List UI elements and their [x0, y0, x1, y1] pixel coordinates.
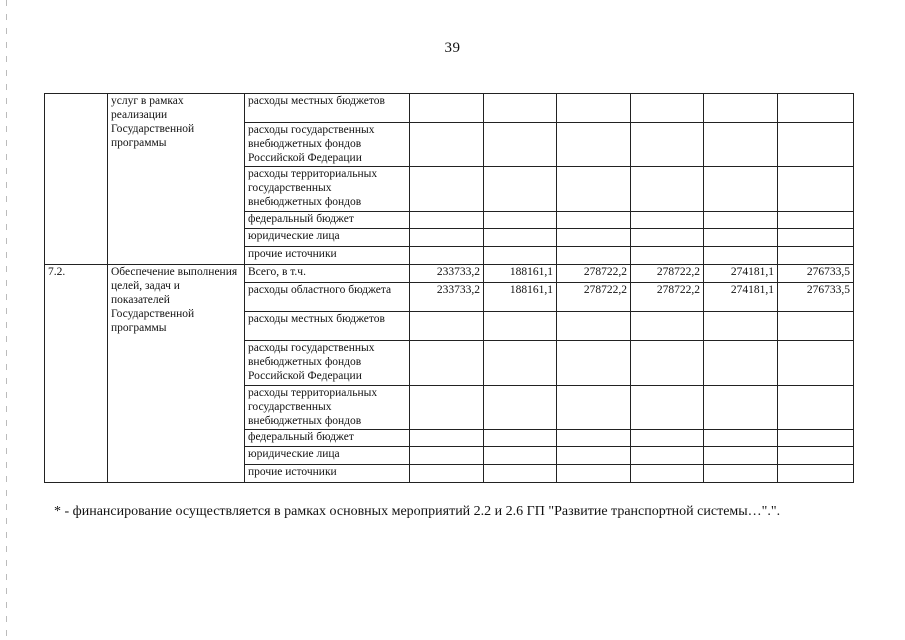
amount-cell [557, 341, 631, 386]
funding-source: Всего, в т.ч. [245, 265, 410, 283]
amount-cell [631, 447, 704, 465]
funding-source: расходы территориальных государственных внебюджетных фондов [245, 386, 410, 430]
amount-cell [410, 386, 484, 430]
funding-table [44, 93, 854, 483]
item-number [45, 94, 108, 265]
amount-cell [484, 312, 557, 341]
amount-cell: 274181,1 [704, 265, 778, 283]
funding-source: расходы территориальных государственных внебюджетных фондов [245, 167, 410, 212]
amount-cell [484, 247, 557, 265]
amount-cell [484, 167, 557, 212]
amount-cell [704, 123, 778, 167]
amount-cell [410, 247, 484, 265]
funding-source: расходы областного бюджета [245, 283, 410, 312]
amount-cell [778, 123, 854, 167]
amount-cell [778, 94, 854, 123]
amount-cell [557, 312, 631, 341]
amount-cell [631, 229, 704, 247]
funding-source: юридические лица [245, 447, 410, 465]
amount-cell [410, 447, 484, 465]
amount-cell [410, 312, 484, 341]
amount-cell [631, 430, 704, 447]
funding-source: федеральный бюджет [245, 430, 410, 447]
funding-source: прочие источники [245, 247, 410, 265]
amount-cell [704, 94, 778, 123]
funding-source: юридические лица [245, 229, 410, 247]
amount-cell [484, 229, 557, 247]
amount-cell [631, 123, 704, 167]
amount-cell: 274181,1 [704, 283, 778, 312]
funding-source: расходы государственных внебюджетных фондов Российской Федерации [245, 123, 410, 167]
amount-cell [410, 167, 484, 212]
amount-cell [778, 229, 854, 247]
amount-cell [631, 247, 704, 265]
amount-cell [484, 123, 557, 167]
amount-cell [631, 312, 704, 341]
amount-cell [410, 94, 484, 123]
amount-cell [704, 386, 778, 430]
amount-cell [557, 430, 631, 447]
amount-cell [704, 212, 778, 229]
page-number: 39 [444, 40, 461, 56]
funding-source: прочие источники [245, 465, 410, 483]
funding-source: федеральный бюджет [245, 212, 410, 229]
amount-cell: 278722,2 [631, 283, 704, 312]
amount-cell [484, 465, 557, 483]
amount-cell [631, 212, 704, 229]
amount-cell [704, 447, 778, 465]
amount-cell: 278722,2 [557, 283, 631, 312]
amount-cell [484, 430, 557, 447]
funding-source: расходы местных бюджетов [245, 312, 410, 341]
amount-cell [704, 312, 778, 341]
amount-cell [778, 341, 854, 386]
amount-cell: 233733,2 [410, 265, 484, 283]
amount-cell [557, 229, 631, 247]
amount-cell [410, 123, 484, 167]
table-body [45, 94, 854, 483]
amount-cell [410, 229, 484, 247]
amount-cell [778, 167, 854, 212]
amount-cell [778, 386, 854, 430]
amount-cell [704, 430, 778, 447]
amount-cell: 233733,2 [410, 283, 484, 312]
amount-cell [410, 430, 484, 447]
amount-cell [778, 430, 854, 447]
amount-cell: 278722,2 [557, 265, 631, 283]
amount-cell: 276733,5 [778, 265, 854, 283]
amount-cell [484, 94, 557, 123]
funding-source: расходы государственных внебюджетных фондов Российской Федерации [245, 341, 410, 386]
amount-cell [557, 123, 631, 167]
amount-cell [631, 167, 704, 212]
table-row [45, 94, 854, 123]
amount-cell [631, 94, 704, 123]
amount-cell: 188161,1 [484, 265, 557, 283]
amount-cell [778, 447, 854, 465]
amount-cell [410, 465, 484, 483]
amount-cell [484, 341, 557, 386]
item-name: услуг в рамках реализации Государственной программы [108, 94, 245, 265]
amount-cell [631, 341, 704, 386]
amount-cell [557, 94, 631, 123]
amount-cell [557, 167, 631, 212]
amount-cell [778, 212, 854, 229]
amount-cell: 276733,5 [778, 283, 854, 312]
amount-cell: 188161,1 [484, 283, 557, 312]
funding-source: расходы местных бюджетов [245, 94, 410, 123]
amount-cell [778, 312, 854, 341]
amount-cell [557, 247, 631, 265]
amount-cell [778, 247, 854, 265]
item-name: Обеспечение выполнения целей, задач и показателей Государственной программы [108, 265, 245, 483]
amount-cell: 278722,2 [631, 265, 704, 283]
amount-cell [484, 212, 557, 229]
amount-cell [557, 212, 631, 229]
item-number: 7.2. [45, 265, 108, 483]
amount-cell [484, 447, 557, 465]
amount-cell [704, 229, 778, 247]
amount-cell [631, 386, 704, 430]
amount-cell [704, 465, 778, 483]
amount-cell [704, 247, 778, 265]
amount-cell [557, 447, 631, 465]
amount-cell [557, 386, 631, 430]
amount-cell [631, 465, 704, 483]
scan-edge [6, 0, 7, 640]
footnote: * - финансирование осуществляется в рамках основных мероприятий 2.2 и 2.6 ГП "Развитие транспортной системы…".". [54, 504, 781, 519]
amount-cell [704, 341, 778, 386]
amount-cell [704, 167, 778, 212]
amount-cell [778, 465, 854, 483]
amount-cell [557, 465, 631, 483]
amount-cell [410, 212, 484, 229]
amount-cell [410, 341, 484, 386]
table-row [45, 265, 854, 283]
amount-cell [484, 386, 557, 430]
